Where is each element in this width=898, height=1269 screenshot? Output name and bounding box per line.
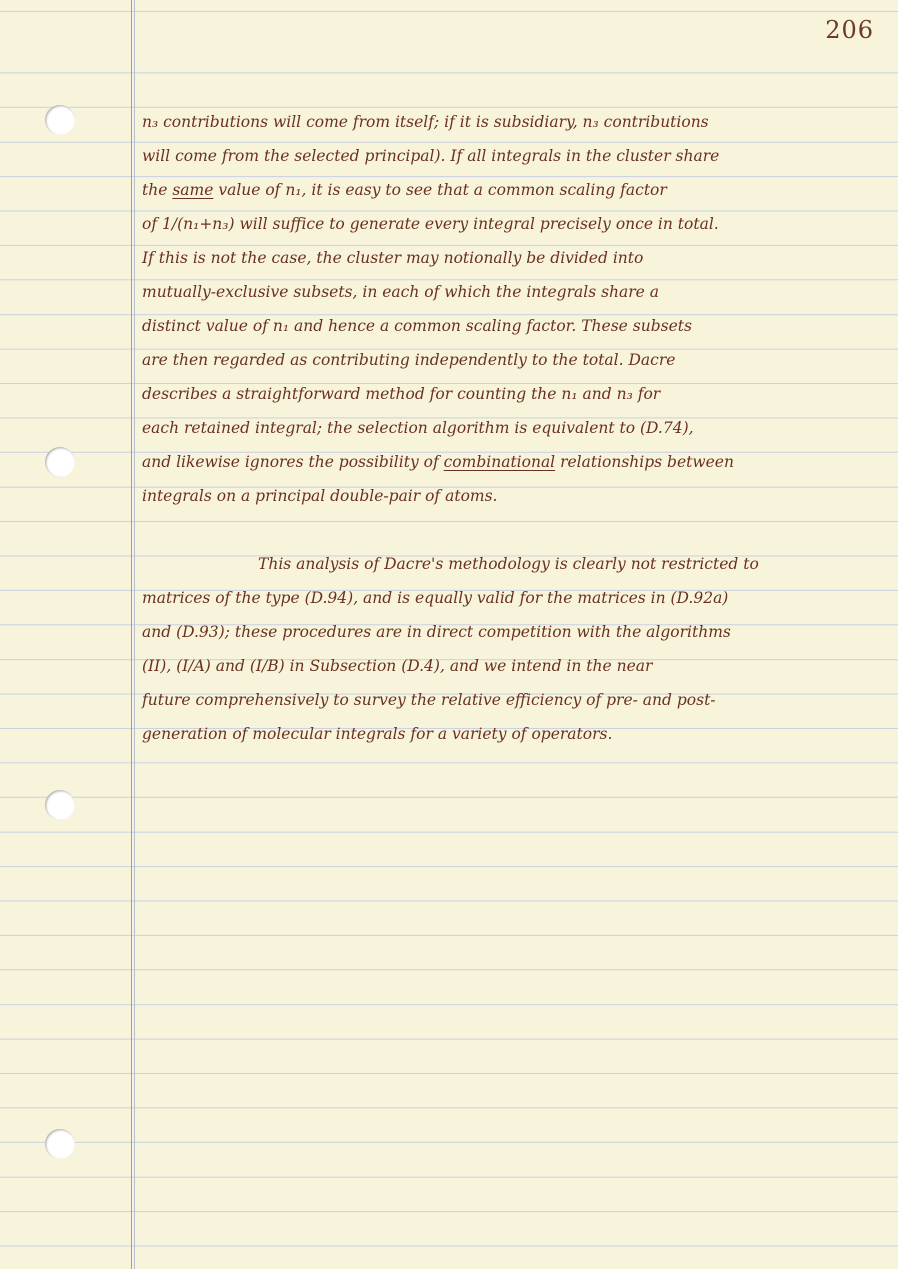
- page-number: 206: [825, 16, 874, 44]
- text-segment: relationships between: [555, 453, 734, 471]
- text-line: future comprehensively to survey the relative efficiency of pre- and post-: [142, 691, 716, 709]
- text-line: distinct value of n₁ and hence a common scaling factor. These subsets: [142, 317, 692, 335]
- text-segment: value of n₁, it is easy to see that a common scaling factor: [213, 181, 667, 199]
- punch-hole: [45, 1129, 75, 1159]
- text-line: are then regarded as contributing independently to the total. Dacre: [142, 351, 676, 369]
- underlined-word: combinational: [443, 453, 556, 471]
- text-line: If this is not the case, the cluster may notionally be divided into: [142, 249, 644, 267]
- underlined-word: same: [172, 181, 214, 199]
- text-line: mutually-exclusive subsets, in each of which the integrals share a: [142, 283, 660, 301]
- text-line: [142, 181, 667, 199]
- text-line: describes a straightforward method for counting the n₁ and n₃ for: [142, 385, 661, 403]
- text-line: (II), (I/A) and (I/B) in Subsection (D.4), and we intend in the near: [142, 657, 653, 675]
- text-line: will come from the selected principal). If all integrals in the cluster share: [142, 147, 720, 165]
- text-line: This analysis of Dacre's methodology is clearly not restricted to: [258, 555, 759, 573]
- margin-line: [131, 0, 132, 1269]
- text-line: and (D.93); these procedures are in direct competition with the algorithms: [142, 623, 731, 641]
- text-line: generation of molecular integrals for a variety of operators.: [142, 725, 613, 743]
- punch-hole: [45, 447, 75, 477]
- text-line: of 1/(n₁+n₃) will suffice to generate every integral precisely once in total.: [142, 215, 719, 233]
- text-segment: the: [142, 181, 173, 199]
- text-line: each retained integral; the selection algorithm is equivalent to (D.74),: [142, 419, 694, 437]
- punch-hole: [45, 105, 75, 135]
- text-line: matrices of the type (D.94), and is equally valid for the matrices in (D.92a): [142, 589, 729, 607]
- text-line: [142, 453, 734, 471]
- text-segment: and likewise ignores the possibility of: [142, 453, 444, 471]
- punch-hole: [45, 790, 75, 820]
- margin-line-inner: [134, 0, 135, 1269]
- text-line: n₃ contributions will come from itself; if it is subsidiary, n₃ contributions: [142, 113, 709, 131]
- text-line: integrals on a principal double-pair of atoms.: [142, 487, 498, 505]
